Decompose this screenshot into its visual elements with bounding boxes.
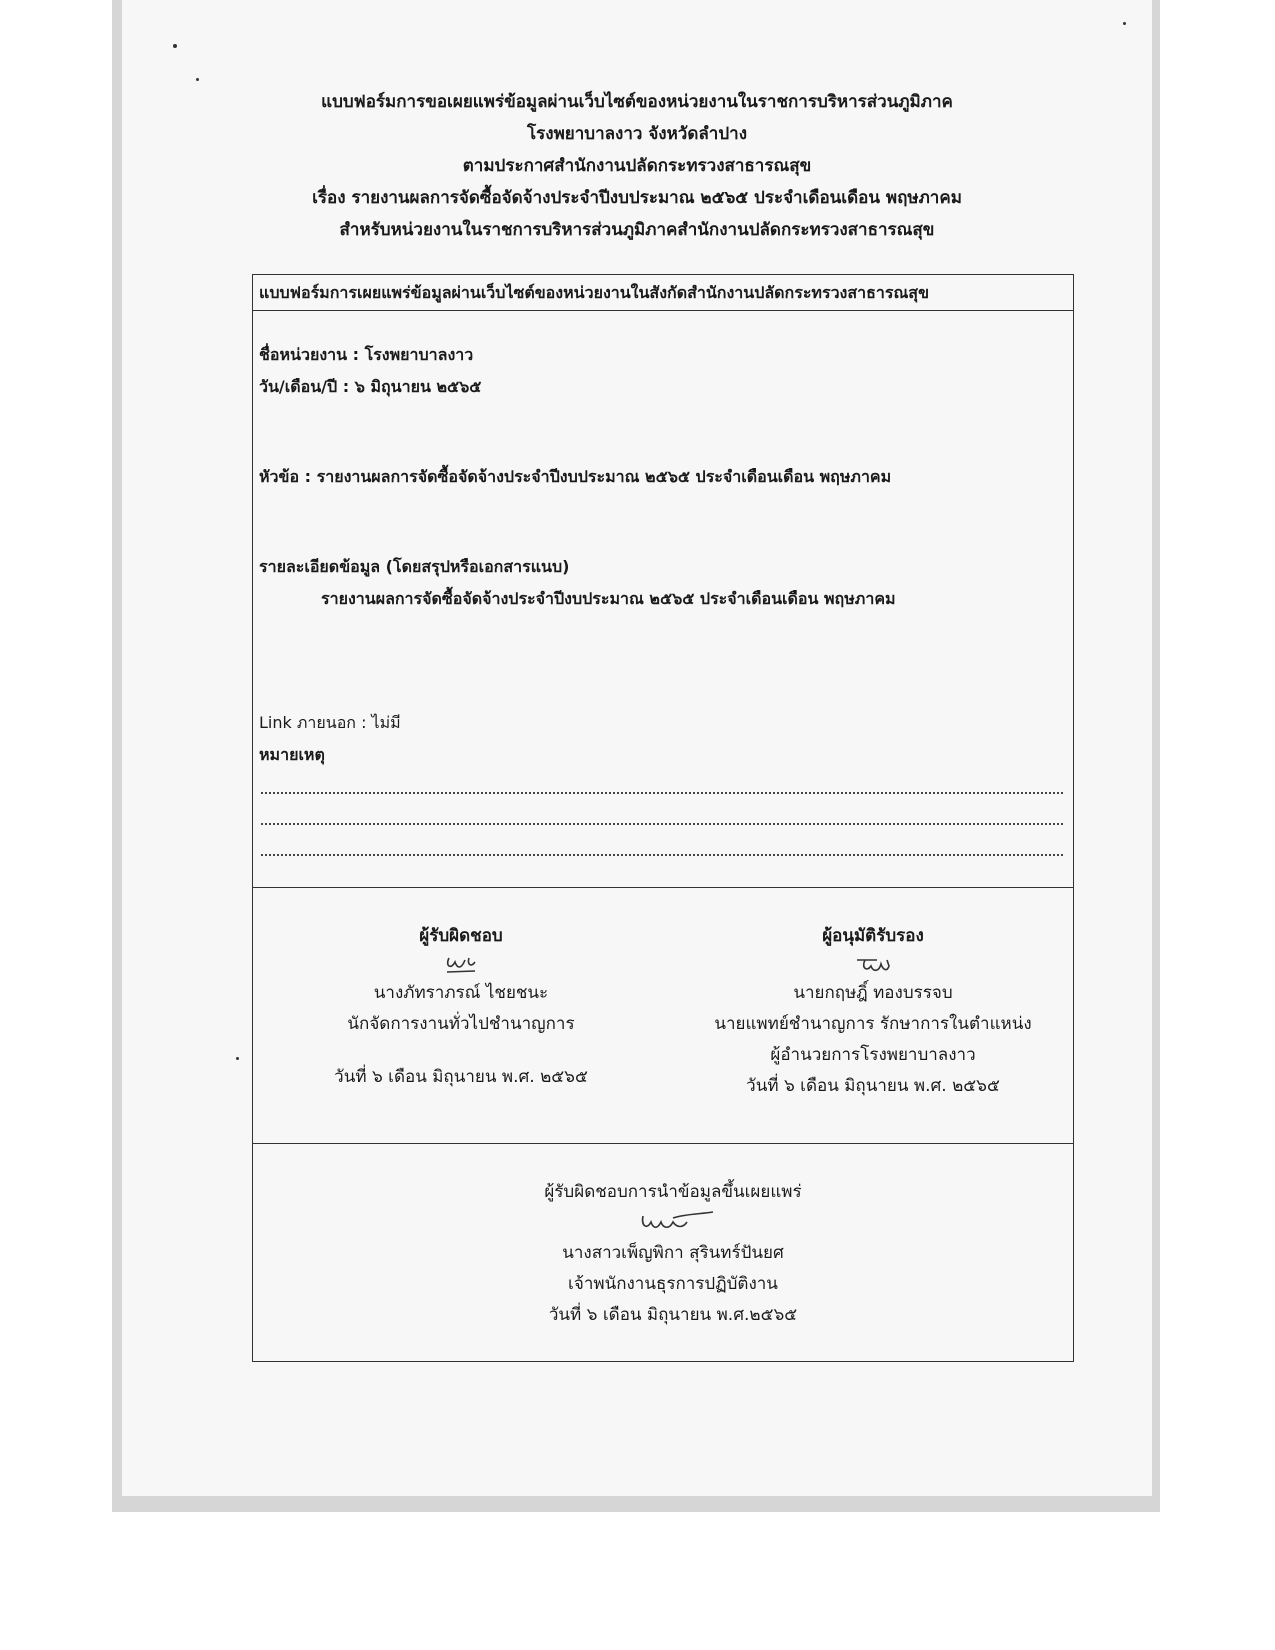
responsible-date: วันที่ ๖ เดือน มิถุนายน พ.ศ. ๒๕๖๕: [334, 1067, 588, 1087]
section-divider: [253, 1143, 1073, 1144]
document-header: [122, 86, 1152, 246]
scan-speck: [196, 78, 199, 81]
header-line-1: แบบฟอร์มการขอเผยแพร่ข้อมูลผ่านเว็บไซต์ของหน่วยงานในราชการบริหารส่วนภูมิภาค: [321, 92, 953, 112]
header-line-2: โรงพยาบาลงาว จังหวัดลำปาง: [527, 124, 747, 144]
remark-dotted-line: [261, 854, 1063, 856]
publisher-position: เจ้าพนักงานธุรการปฏิบัติงาน: [568, 1274, 778, 1294]
header-line-5: สำหรับหน่วยงานในราชการบริหารส่วนภูมิภาคสำนักงานปลัดกระทรวงสาธารณสุข: [339, 220, 935, 240]
detail-text: รายงานผลการจัดซื้อจัดจ้างประจำปีงบประมาณ ๒๕๖๕ ประจำเดือนเดือน พฤษภาคม: [321, 589, 896, 608]
responsible-signature: [431, 952, 491, 978]
external-link: Link ภายนอก : ไม่มี: [259, 713, 401, 732]
publisher-role: ผู้รับผิดชอบการนำข้อมูลขึ้นเผยแพร่: [544, 1182, 802, 1202]
scan-speck: [173, 44, 177, 48]
remark-dotted-line: [261, 823, 1063, 825]
approver-signature: [843, 952, 903, 978]
header-line-3: ตามประกาศสำนักงานปลัดกระทรวงสาธารณสุข: [462, 156, 812, 176]
publisher-signature-block: [453, 1177, 893, 1331]
responsible-name: นางภัทราภรณ์ ไชยชนะ: [373, 983, 549, 1003]
publisher-date: วันที่ ๖ เดือน มิถุนายน พ.ศ.๒๕๖๕: [548, 1305, 798, 1325]
unit-name: ชื่อหน่วยงาน : โรงพยาบาลงาว: [259, 345, 474, 364]
publication-form: [252, 274, 1074, 1362]
section-divider: [253, 887, 1073, 888]
approver-signature-block: [703, 921, 1043, 1102]
scan-speck: [236, 1057, 239, 1060]
remark-dotted-line: [261, 792, 1063, 794]
approver-role: ผู้อนุมัติรับรอง: [822, 926, 924, 946]
scan-speck: [1123, 22, 1126, 25]
responsible-position: นักจัดการงานทั่วไปชำนาญการ: [347, 1014, 575, 1034]
header-line-4: เรื่อง รายงานผลการจัดซื้อจัดจ้างประจำปีงบประมาณ ๒๕๖๕ ประจำเดือนเดือน พฤษภาคม: [312, 188, 962, 208]
approver-position-2: ผู้อำนวยการโรงพยาบาลงาว: [770, 1045, 976, 1065]
detail-label: รายละเอียดข้อมูล (โดยสรุปหรือเอกสารแนบ): [259, 557, 570, 576]
approver-name: นายกฤษฎิ์ ทองบรรจบ: [793, 983, 953, 1003]
responsible-role: ผู้รับผิดชอบ: [419, 926, 503, 946]
form-title: แบบฟอร์มการเผยแพร่ข้อมูลผ่านเว็บไซต์ของหน่วยงานในสังกัดสำนักงานปลัดกระทรวงสาธารณสุข: [253, 275, 1073, 311]
responsible-signature-block: [311, 921, 611, 1093]
publisher-name: นางสาวเพ็ญพิกา สุรินทร์ปันยศ: [562, 1243, 784, 1263]
publisher-signature: [613, 1208, 733, 1238]
form-date: วัน/เดือน/ปี : ๖ มิถุนายน ๒๕๖๕: [259, 377, 482, 396]
approver-position-1: นายแพทย์ชำนาญการ รักษาการในตำแหน่ง: [714, 1014, 1032, 1034]
remark-label: หมายเหตุ: [259, 745, 325, 764]
topic: หัวข้อ : รายงานผลการจัดซื้อจัดจ้างประจำปีงบประมาณ ๒๕๖๕ ประจำเดือนเดือน พฤษภาคม: [259, 467, 892, 486]
approver-date: วันที่ ๖ เดือน มิถุนายน พ.ศ. ๒๕๖๕: [746, 1076, 1000, 1096]
